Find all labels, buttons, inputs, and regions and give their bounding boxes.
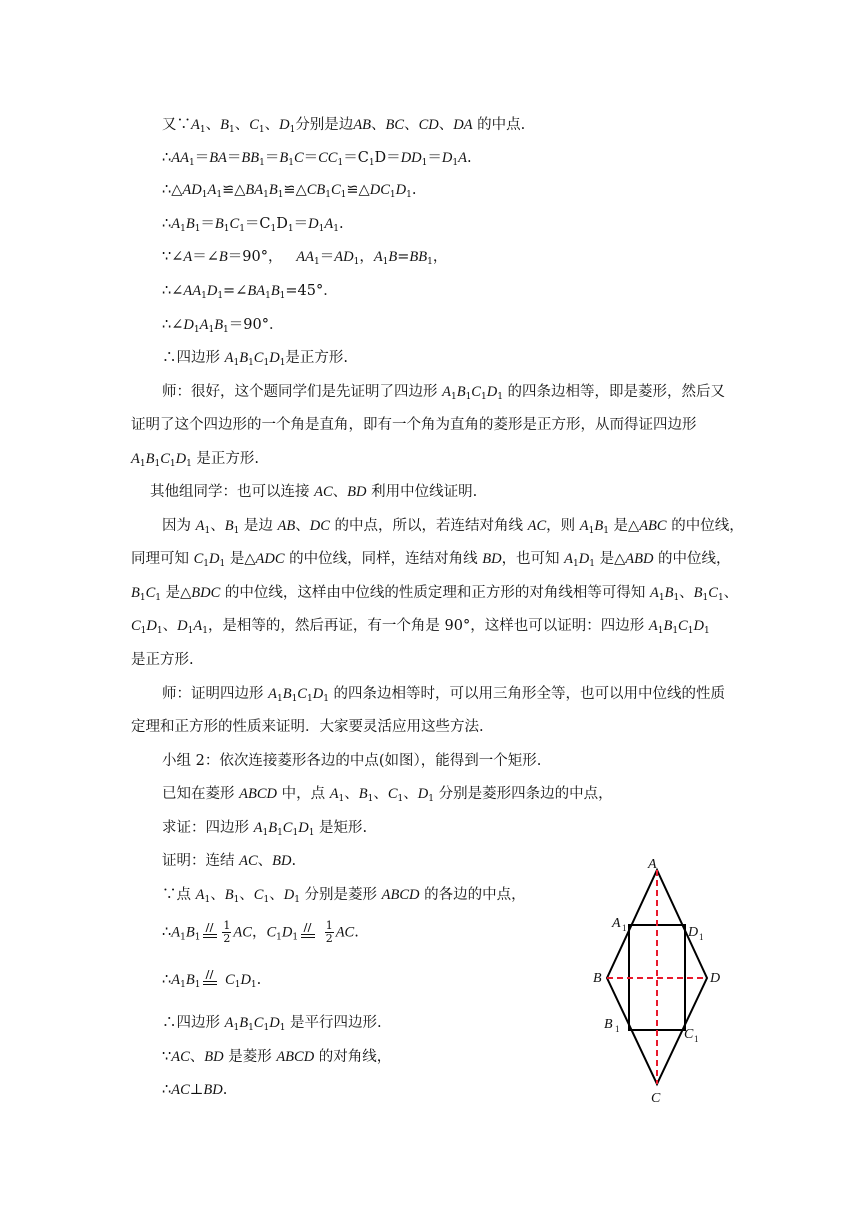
fraction-half: $\frac{1}{2}$ [325, 919, 333, 945]
proof-line: 证明：连结 AC、BD. [162, 853, 297, 869]
label-c: C [651, 1091, 661, 1106]
proof-line: $\therefore AA_1=BA=BB_1=B_1C=CC_1=C_1D=DD_1=D_1A$. [162, 150, 472, 168]
proof-line: $\therefore\angle AA_1D_1=\angle BA_1B_1=45^\circ$． [162, 283, 338, 301]
label-d: D [710, 971, 721, 986]
paragraph-line: 定理和正方形的性质来证明．大家要灵活应用这些方法. [131, 719, 484, 735]
label-d1: D [688, 925, 699, 940]
parallel-equal-symbol [202, 970, 218, 986]
label-c1: C [684, 1027, 694, 1042]
paragraph-line: 因为 $A_1$、$B_1$ 是边 AB、DC 的中点，所以，若连结对角线 AC，则 $A_1B_1$ 是△ABC 的中位线， [162, 518, 744, 536]
paragraph-line: 小组 2：依次连接菱形各边的中点(如图），能得到一个矩形. [162, 753, 542, 769]
proof-line: $\therefore A_1B_1$ $C_1D_1$. [162, 972, 262, 990]
proof-line: 已知在菱形 ABCD 中，点 $A_1$、$B_1$、$C_1$、$D_1$ 分别是菱形四条边的中点， [162, 786, 613, 804]
label-c1-sub: 1 [694, 1034, 699, 1044]
proof-line: $\therefore A_1B_1=B_1C_1=C_1D_1=D_1A_1$. [162, 216, 344, 234]
parallel-equal-symbol [300, 923, 316, 939]
parallel-equal-symbol [202, 923, 218, 939]
paragraph-line: 同理可知 $C_1D_1$ 是△ADC 的中位线，同样，连结对角线 BD，也可知 $A_1D_1$ 是△ABD 的中位线， [131, 551, 731, 569]
proof-line: $\therefore\angle D_1A_1B_1=90^\circ$． [162, 317, 284, 335]
proof-line: ∵∠A＝∠B＝90°， $AA_1=AD_1$，$A_1B=BB_1$， [162, 249, 448, 267]
proof-line: ∵点 $A_1$、$B_1$、$C_1$、$D_1$ 分别是菱形 ABCD 的各边的中点， [162, 887, 526, 905]
paragraph-line: $C_1D_1$、$D_1A_1$，是相等的，然后再证，有一个角是 90°，这样也可以证明：四边形 $A_1B_1C_1D_1$ [131, 618, 710, 636]
paragraph-line: 其他组同学：也可以连接 AC、BD 利用中位线证明. [150, 484, 478, 500]
label-a: A [648, 857, 657, 872]
paragraph-line: $A_1B_1C_1D_1$ 是正方形. [131, 451, 260, 469]
proof-line: ∵AC、BD 是菱形 ABCD 的对角线， [162, 1049, 392, 1065]
proof-line: 求证：四边形 $A_1B_1C_1D_1$ 是矩形. [162, 820, 368, 838]
paragraph-line: 师：证明四边形 $A_1B_1C_1D_1$ 的四条边相等时，可以用三角形全等，也可以用中位线的性质 [162, 686, 726, 704]
label-a1-sub: 1 [622, 923, 627, 933]
fraction-half: $\frac{1}{2}$ [223, 919, 231, 945]
proof-line: $\therefore\triangle AD_1A_1≌\triangle BA_1B_1≌\triangle CB_1C_1≌\triangle DC_1D_1$. [162, 182, 417, 200]
label-d1-sub: 1 [699, 932, 704, 942]
label-b1: B [604, 1017, 613, 1032]
paragraph-line: 证明了这个四边形的一个角是直角，即有一个角为直角的菱形是正方形，从而得证四边形 [131, 417, 697, 433]
label-a1: A [612, 916, 621, 931]
proof-line: ∴四边形 $A_1B_1C_1D_1$是正方形. [162, 350, 349, 368]
proof-line: 又$\because A_1$、$B_1$、$C_1$、$D_1$分别是边AB、BC、CD、DA 的中点. [162, 117, 526, 135]
rhombus-figure [590, 852, 730, 1112]
paragraph-line: 师：很好，这个题同学们是先证明了四边形 $A_1B_1C_1D_1$ 的四条边相等，即是菱形，然后又 [162, 384, 726, 402]
proof-line: ∴四边形 $A_1B_1C_1D_1$ 是平行四边形. [162, 1015, 382, 1033]
paragraph-line: 是正方形. [131, 652, 194, 668]
paragraph-line: $B_1C_1$ 是△BDC 的中位线，这样由中位线的性质定理和正方形的对角线相等可得知 $A_1B_1$、$B_1C_1$、 [131, 585, 739, 603]
proof-line: $\therefore A_1B_1$ $\frac{1}{2}$ AC，$C_1D_1$ $\frac{1}{2}$ AC. [162, 919, 359, 945]
label-b1-sub: 1 [615, 1024, 620, 1034]
label-b: B [593, 971, 602, 986]
proof-line: ∴AC⊥BD. [162, 1082, 228, 1098]
